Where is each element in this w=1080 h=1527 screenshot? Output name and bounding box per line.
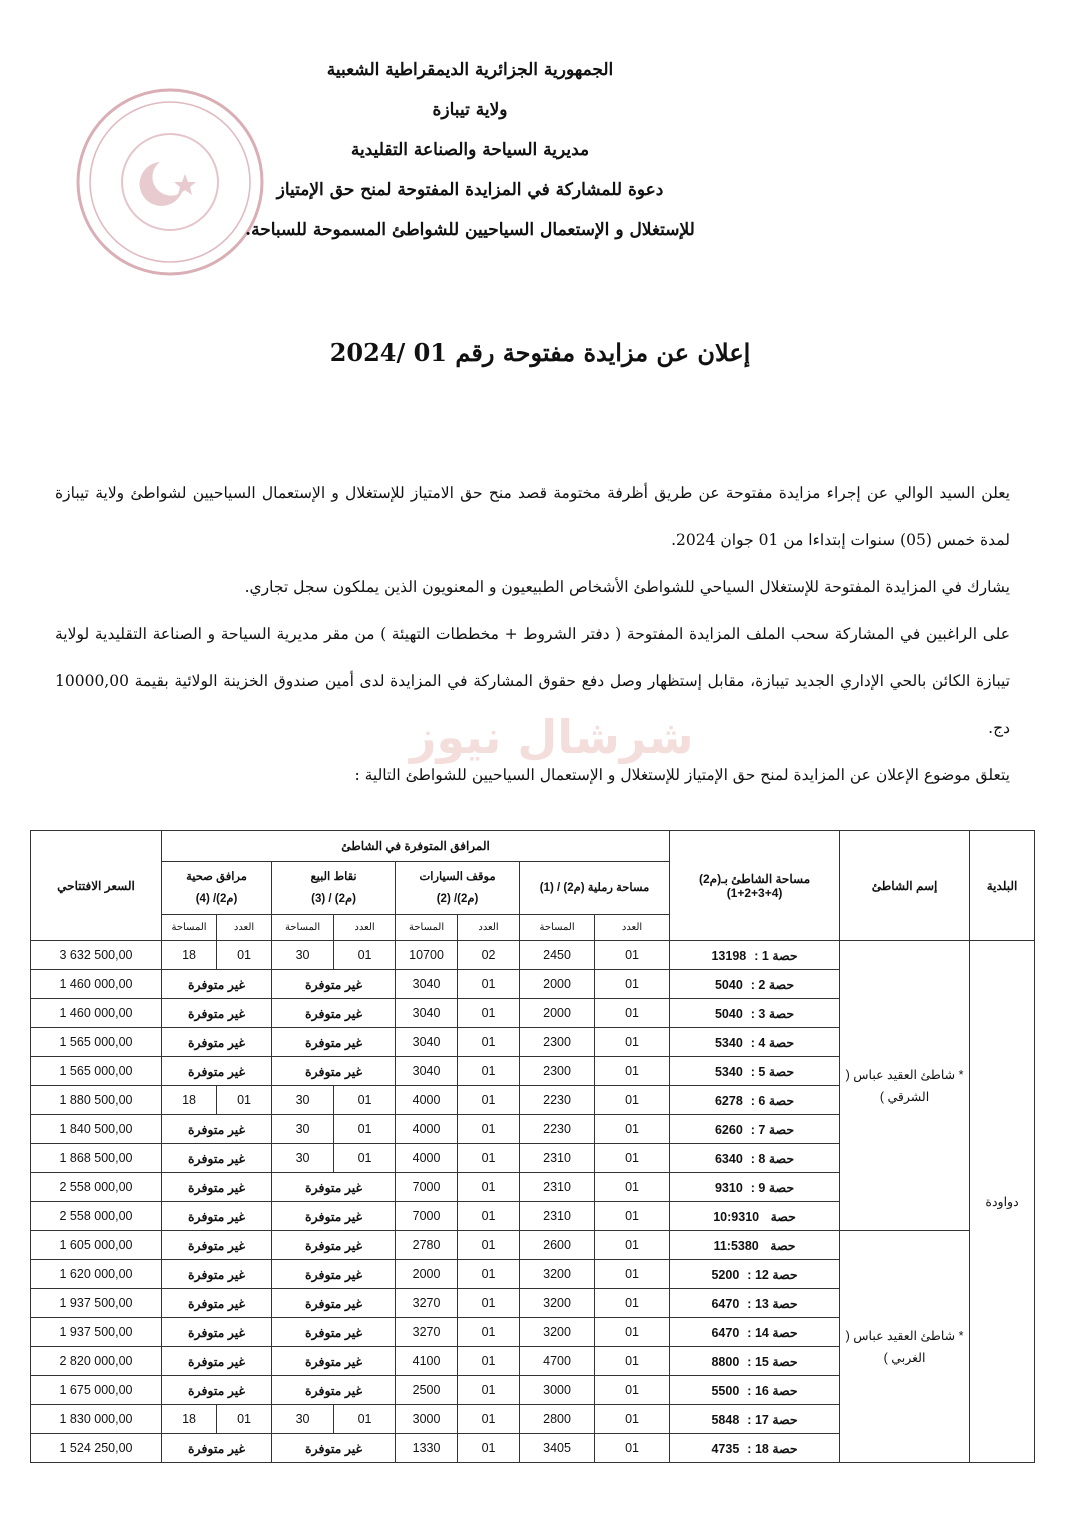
opening-price-cell: 1 460 000,00: [31, 999, 162, 1028]
header-sanitary-label: مرافق صحية: [186, 871, 247, 883]
table-row: [31, 1231, 1035, 1260]
watermark: شرشال نيوز: [410, 710, 694, 764]
plot-area: 5340: [714, 1064, 743, 1079]
sales-unavailable-cell: غير متوفرة: [272, 1347, 396, 1376]
plot-label: حصة 7 :: [750, 1122, 795, 1137]
sales-unavailable-cell: غير متوفرة: [272, 1318, 396, 1347]
sales-count-cell: 01: [334, 1144, 396, 1173]
parking-area-cell: 3040: [396, 999, 458, 1028]
sand-area-cell: 3200: [520, 1260, 595, 1289]
plot-area: 6470: [711, 1296, 740, 1311]
opening-price-cell: 1 880 500,00: [31, 1086, 162, 1115]
sanitary-count-cell: 01: [217, 1405, 272, 1434]
plot-area: 5848: [711, 1412, 740, 1427]
sand-area-cell: 2230: [520, 1086, 595, 1115]
sand-area-cell: 3405: [520, 1434, 595, 1463]
plot-label: حصة 14 :: [747, 1325, 798, 1340]
sand-area-cell: 2310: [520, 1202, 595, 1231]
opening-price-cell: 1 937 500,00: [31, 1289, 162, 1318]
beach-name-cell: * شاطئ العقيد عباس ( الغربي ): [840, 1231, 970, 1463]
sand-area-cell: 2450: [520, 941, 595, 970]
sand-area-cell: 2310: [520, 1144, 595, 1173]
header-beach-area: [670, 831, 840, 941]
header-facilities: المرافق المتوفرة في الشاطئ: [162, 831, 670, 862]
sand-area-cell: 3000: [520, 1376, 595, 1405]
parking-area-cell: 3270: [396, 1289, 458, 1318]
parking-count-cell: 02: [458, 941, 520, 970]
header-commune: البلدية: [970, 831, 1035, 941]
plot-label: حصة 9 :: [750, 1180, 795, 1195]
sand-area-cell: 2310: [520, 1173, 595, 1202]
sand-count-cell: 01: [595, 1434, 670, 1463]
header-parking-label: موقف السيارات: [419, 871, 496, 883]
parking-area-cell: 1330: [396, 1434, 458, 1463]
header-sales: [272, 862, 396, 915]
parking-area-cell: 2500: [396, 1376, 458, 1405]
parking-area-cell: 3270: [396, 1318, 458, 1347]
header-count: العدد: [334, 915, 396, 941]
sand-area-cell: 2000: [520, 970, 595, 999]
header-beach-area-l1: مساحة الشاطئ بـ(م2): [698, 871, 811, 886]
paragraph-2: يشارك في المزايدة المفتوحة للإستغلال السياحي للشواطئ الأشخاص الطبيعيون و المعنويون الذين يملكون سجل تجاري.: [244, 578, 1010, 596]
sales-area-cell: 30: [272, 1115, 334, 1144]
sales-area-cell: 30: [272, 1405, 334, 1434]
sales-area-cell: 30: [272, 941, 334, 970]
opening-price-cell: 1 460 000,00: [31, 970, 162, 999]
parking-area-cell: 10700: [396, 941, 458, 970]
parking-count-cell: 01: [458, 1144, 520, 1173]
sand-count-cell: 01: [595, 1057, 670, 1086]
header-count: العدد: [458, 915, 520, 941]
sand-count-cell: 01: [595, 1260, 670, 1289]
sanitary-unavailable-cell: غير متوفرة: [162, 1057, 272, 1086]
plot-cell: [670, 1289, 840, 1318]
sand-area-cell: 3200: [520, 1289, 595, 1318]
plot-area: 5040: [714, 1006, 743, 1021]
sanitary-unavailable-cell: غير متوفرة: [162, 1028, 272, 1057]
parking-count-cell: 01: [458, 1318, 520, 1347]
plot-cell: [670, 999, 840, 1028]
opening-price-cell: 1 840 500,00: [31, 1115, 162, 1144]
sales-area-cell: 30: [272, 1144, 334, 1173]
plot-label: حصة 4 :: [750, 1035, 795, 1050]
sanitary-unavailable-cell: غير متوفرة: [162, 1202, 272, 1231]
sand-count-cell: 01: [595, 1318, 670, 1347]
header-count: العدد: [595, 915, 670, 941]
header-parking: [396, 862, 520, 915]
paragraph-1: يعلن السيد الوالي عن إجراء مزايدة مفتوحة عن طريق أظرفة مختومة قصد منح حق الامتياز للإستغلال و الإستعمال السياحيين لشواطئ ولاية تيبازة لمدة خمس (05) سنوات إبتداءا من 01 جوان 2024.: [55, 484, 1010, 549]
sales-unavailable-cell: غير متوفرة: [272, 970, 396, 999]
parking-count-cell: 01: [458, 999, 520, 1028]
parking-count-cell: 01: [458, 1086, 520, 1115]
parking-area-cell: 7000: [396, 1173, 458, 1202]
plot-label: حصة 18 :: [747, 1441, 798, 1456]
sales-unavailable-cell: غير متوفرة: [272, 1231, 396, 1260]
republic-name: الجمهورية الجزائرية الديمقراطية الشعبية: [326, 60, 614, 80]
plot-label: حصة 3 :: [750, 1006, 795, 1021]
sanitary-count-cell: 01: [217, 1086, 272, 1115]
plot-cell: [670, 1173, 840, 1202]
directorate-name: مديرية السياحة والصناعة التقليدية: [350, 140, 590, 160]
plot-cell: [670, 1144, 840, 1173]
sales-unavailable-cell: غير متوفرة: [272, 1376, 396, 1405]
plot-area: 8800: [711, 1354, 740, 1369]
opening-price-cell: 3 632 500,00: [31, 941, 162, 970]
plot-label: حصة 13 :: [747, 1296, 798, 1311]
plot-label: حصة 17 :: [747, 1412, 798, 1427]
sanitary-unavailable-cell: غير متوفرة: [162, 1144, 272, 1173]
opening-price-cell: 1 605 000,00: [31, 1231, 162, 1260]
plot-label: حصة 16 :: [747, 1383, 798, 1398]
parking-count-cell: 01: [458, 1376, 520, 1405]
sanitary-area-cell: 18: [162, 1086, 217, 1115]
sales-unavailable-cell: غير متوفرة: [272, 1289, 396, 1318]
plot-area: 9310: [714, 1180, 743, 1195]
sand-area-cell: 2800: [520, 1405, 595, 1434]
parking-count-cell: 01: [458, 1260, 520, 1289]
paragraph-4: يتعلق موضوع الإعلان عن المزايدة لمنح حق الإمتياز للإستغلال و الإستعمال السياحيين للشواطئ التالية :: [354, 766, 1010, 784]
sand-count-cell: 01: [595, 1086, 670, 1115]
sand-count-cell: 01: [595, 1028, 670, 1057]
paragraph-3: على الراغبين في المشاركة سحب الملف المزايدة المفتوحة ( دفتر الشروط + مخططات التهيئة ) من مقر مديرية السياحة و الصناعة التقليدية لولاية تيبازة الكائن بالحي الإداري الجديد تيبازة، مقابل إستظهار وصل دفع حقوق المشاركة في المزايدة لدى أمين صندوق الخزينة الولائية بقيمة 10000,00 دج.: [55, 625, 1010, 737]
plot-label: حصة 6 :: [750, 1093, 795, 1108]
opening-price-cell: 2 558 000,00: [31, 1173, 162, 1202]
plot-cell: [670, 1086, 840, 1115]
plot-area: 5040: [714, 977, 743, 992]
parking-area-cell: 7000: [396, 1202, 458, 1231]
parking-area-cell: 2000: [396, 1260, 458, 1289]
header-parking-unit: (م2)/ (2): [436, 893, 479, 905]
header-sanitary-unit: (م2)/ (4): [195, 893, 238, 905]
plot-cell: [670, 1260, 840, 1289]
opening-price-cell: 1 830 000,00: [31, 1405, 162, 1434]
opening-price-cell: 1 868 500,00: [31, 1144, 162, 1173]
plot-area: 6470: [711, 1325, 740, 1340]
parking-count-cell: 01: [458, 1347, 520, 1376]
sand-count-cell: 01: [595, 1289, 670, 1318]
plot-cell: [670, 970, 840, 999]
parking-area-cell: 3040: [396, 1028, 458, 1057]
plot-area: 5200: [711, 1267, 740, 1282]
sanitary-unavailable-cell: غير متوفرة: [162, 999, 272, 1028]
commune-cell: دواودة: [970, 941, 1035, 1463]
sand-count-cell: 01: [595, 941, 670, 970]
plot-cell: [670, 1376, 840, 1405]
sand-count-cell: 01: [595, 970, 670, 999]
beaches-table: [30, 830, 1035, 1463]
sanitary-unavailable-cell: غير متوفرة: [162, 1434, 272, 1463]
sand-count-cell: 01: [595, 999, 670, 1028]
sales-count-cell: 01: [334, 1086, 396, 1115]
sand-count-cell: 01: [595, 1231, 670, 1260]
opening-price-cell: 1 565 000,00: [31, 1028, 162, 1057]
sand-area-cell: 2600: [520, 1231, 595, 1260]
plot-area: 4735: [711, 1441, 740, 1456]
opening-price-cell: 1 565 000,00: [31, 1057, 162, 1086]
header-area: المساحة: [272, 915, 334, 941]
opening-price-cell: 2 820 000,00: [31, 1347, 162, 1376]
parking-count-cell: 01: [458, 1289, 520, 1318]
sand-area-cell: 2300: [520, 1057, 595, 1086]
sanitary-unavailable-cell: غير متوفرة: [162, 970, 272, 999]
call-line-2: للإستغلال و الإستعمال السياحيين للشواطئ المسموحة للسباحة.: [245, 220, 695, 240]
plot-label: حصة 12 :: [747, 1267, 798, 1282]
plot-cell: [670, 1115, 840, 1144]
parking-count-cell: 01: [458, 1115, 520, 1144]
opening-price-cell: 1 620 000,00: [31, 1260, 162, 1289]
sand-count-cell: 01: [595, 1173, 670, 1202]
header-sales-unit: (م2) / (3): [311, 893, 356, 905]
sales-count-cell: 01: [334, 1405, 396, 1434]
plot-area: 13198: [711, 948, 747, 963]
sanitary-unavailable-cell: غير متوفرة: [162, 1115, 272, 1144]
sales-unavailable-cell: غير متوفرة: [272, 1173, 396, 1202]
header-count: العدد: [217, 915, 272, 941]
sales-unavailable-cell: غير متوفرة: [272, 999, 396, 1028]
plot-cell: [670, 1231, 840, 1260]
sales-unavailable-cell: غير متوفرة: [272, 1202, 396, 1231]
parking-count-cell: 01: [458, 1202, 520, 1231]
sales-unavailable-cell: غير متوفرة: [272, 1057, 396, 1086]
plot-cell: [670, 1028, 840, 1057]
parking-count-cell: 01: [458, 1173, 520, 1202]
parking-count-cell: 01: [458, 1231, 520, 1260]
header-sanitary: [162, 862, 272, 915]
header-sand: مساحة رملية (م2) / (1): [520, 862, 670, 915]
plot-area: 5380: [730, 1238, 759, 1253]
parking-area-cell: 4000: [396, 1086, 458, 1115]
parking-area-cell: 4100: [396, 1347, 458, 1376]
parking-area-cell: 3000: [396, 1405, 458, 1434]
plot-cell: [670, 1318, 840, 1347]
header-price: السعر الافتتاحي: [31, 831, 162, 941]
beach-name-cell: * شاطئ العقيد عباس ( الشرقي ): [840, 941, 970, 1231]
sand-count-cell: 01: [595, 1347, 670, 1376]
header-beach-name: إسم الشاطئ: [840, 831, 970, 941]
sanitary-area-cell: 18: [162, 1405, 217, 1434]
header-beach-area-l2: (1+2+3+4): [726, 885, 783, 900]
parking-count-cell: 01: [458, 1057, 520, 1086]
parking-count-cell: 01: [458, 1434, 520, 1463]
sand-count-cell: 01: [595, 1115, 670, 1144]
sand-area-cell: 2300: [520, 1028, 595, 1057]
parking-count-cell: 01: [458, 1028, 520, 1057]
plot-area: 6278: [714, 1093, 743, 1108]
sand-area-cell: 2000: [520, 999, 595, 1028]
opening-price-cell: 1 937 500,00: [31, 1318, 162, 1347]
plot-label: حصة 11:: [713, 1238, 796, 1253]
header-area: المساحة: [520, 915, 595, 941]
plot-label: حصة 5 :: [750, 1064, 795, 1079]
sanitary-unavailable-cell: غير متوفرة: [162, 1260, 272, 1289]
sanitary-unavailable-cell: غير متوفرة: [162, 1376, 272, 1405]
parking-area-cell: 3040: [396, 1057, 458, 1086]
plot-label: حصة 2 :: [750, 977, 795, 992]
plot-area: 5340: [714, 1035, 743, 1050]
opening-price-cell: 2 558 000,00: [31, 1202, 162, 1231]
header-area: المساحة: [162, 915, 217, 941]
plot-area: 6340: [714, 1151, 743, 1166]
plot-cell: [670, 941, 840, 970]
table-row: [31, 941, 1035, 970]
parking-area-cell: 4000: [396, 1115, 458, 1144]
sales-count-cell: 01: [334, 941, 396, 970]
sand-area-cell: 4700: [520, 1347, 595, 1376]
plot-label: حصة 8 :: [750, 1151, 795, 1166]
sales-area-cell: 30: [272, 1086, 334, 1115]
announcement-title: إعلان عن مزايدة مفتوحة رقم 01 /2024: [329, 338, 751, 367]
sales-count-cell: 01: [334, 1115, 396, 1144]
parking-area-cell: 2780: [396, 1231, 458, 1260]
plot-area: 5500: [711, 1383, 740, 1398]
sand-area-cell: 3200: [520, 1318, 595, 1347]
document-header: [180, 50, 760, 250]
opening-price-cell: 1 675 000,00: [31, 1376, 162, 1405]
sanitary-count-cell: 01: [217, 941, 272, 970]
sanitary-area-cell: 18: [162, 941, 217, 970]
sand-area-cell: 2230: [520, 1115, 595, 1144]
parking-area-cell: 4000: [396, 1144, 458, 1173]
sanitary-unavailable-cell: غير متوفرة: [162, 1231, 272, 1260]
plot-cell: [670, 1057, 840, 1086]
sanitary-unavailable-cell: غير متوفرة: [162, 1318, 272, 1347]
opening-price-cell: 1 524 250,00: [31, 1434, 162, 1463]
wilaya-name: ولاية تيبازة: [432, 100, 508, 120]
plot-area: 6260: [714, 1122, 743, 1137]
sales-unavailable-cell: غير متوفرة: [272, 1260, 396, 1289]
plot-cell: [670, 1347, 840, 1376]
sanitary-unavailable-cell: غير متوفرة: [162, 1347, 272, 1376]
plot-cell: [670, 1202, 840, 1231]
plot-cell: [670, 1434, 840, 1463]
parking-area-cell: 3040: [396, 970, 458, 999]
parking-count-cell: 01: [458, 1405, 520, 1434]
call-line-1: دعوة للمشاركة في المزايدة المفتوحة لمنح حق الإمتياز: [276, 180, 664, 200]
sales-unavailable-cell: غير متوفرة: [272, 1434, 396, 1463]
sand-count-cell: 01: [595, 1376, 670, 1405]
sand-count-cell: 01: [595, 1405, 670, 1434]
sanitary-unavailable-cell: غير متوفرة: [162, 1289, 272, 1318]
plot-cell: [670, 1405, 840, 1434]
sales-unavailable-cell: غير متوفرة: [272, 1028, 396, 1057]
plot-area: 9310: [731, 1209, 760, 1224]
plot-label: حصة 10:: [713, 1209, 796, 1224]
header-sales-label: نقاط البيع: [310, 871, 357, 883]
sanitary-unavailable-cell: غير متوفرة: [162, 1173, 272, 1202]
plot-label: حصة 1 :: [754, 948, 798, 963]
parking-count-cell: 01: [458, 970, 520, 999]
header-area: المساحة: [396, 915, 458, 941]
sand-count-cell: 01: [595, 1144, 670, 1173]
plot-label: حصة 15 :: [747, 1354, 798, 1369]
sand-count-cell: 01: [595, 1202, 670, 1231]
